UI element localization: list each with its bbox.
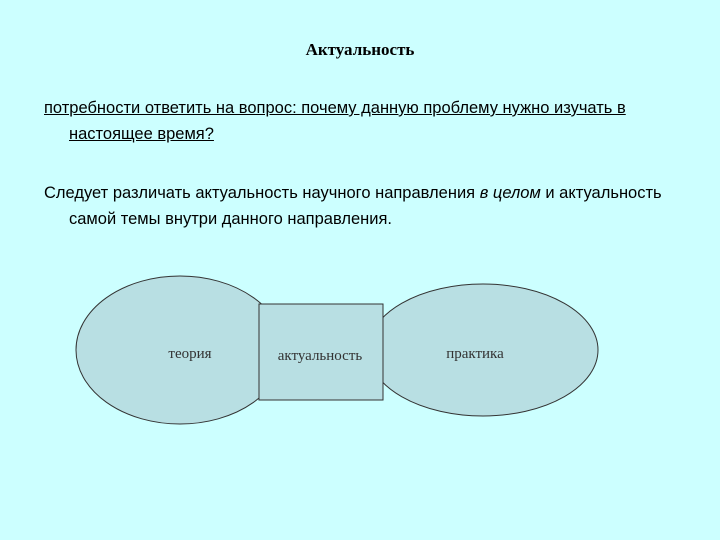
slide-title: Актуальность xyxy=(305,40,415,59)
note-emphasis: в целом xyxy=(479,184,541,202)
relevance-label: актуальность xyxy=(277,348,363,364)
theory-label: теория xyxy=(168,346,212,362)
definition-text: потребности ответить на вопрос: почему данную проблему нужно изучать в настоящее время? xyxy=(44,99,626,143)
practice-label: практика xyxy=(446,346,504,362)
note-text-end: и актуальность самой темы внутри данного направления. xyxy=(69,184,662,228)
note-text-start: Следует различать актуальность научного направления xyxy=(44,184,480,202)
